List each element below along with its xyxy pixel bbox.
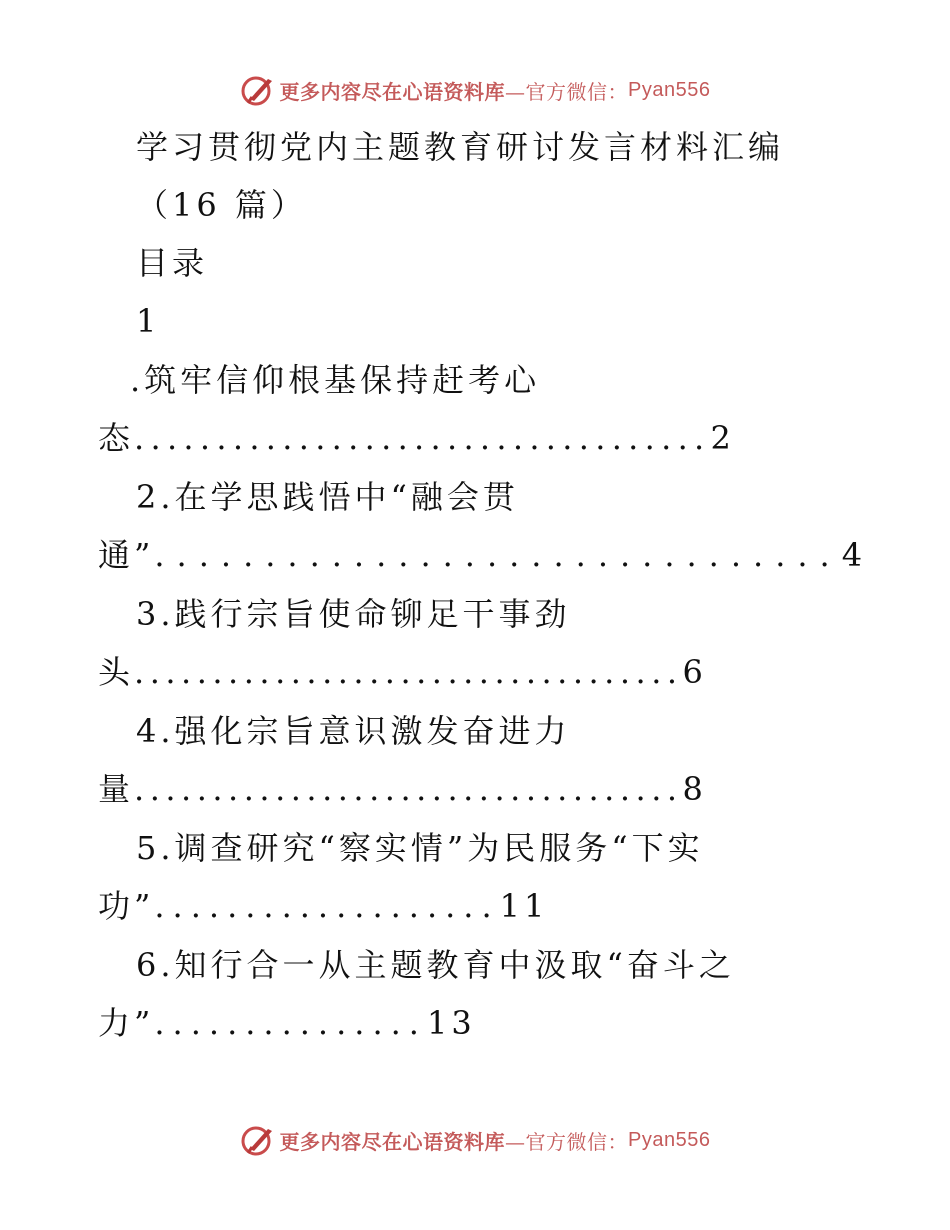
toc-item-3-leader[interactable] xyxy=(98,652,707,692)
header-banner xyxy=(0,70,950,110)
toc-item-5-page: 11 xyxy=(499,887,549,925)
banner-text-rest: —官方微信： xyxy=(505,1129,629,1154)
toc-item-5-title-end: 功” xyxy=(98,887,155,925)
toc-heading: 目录 xyxy=(136,244,209,282)
footer-banner xyxy=(0,1120,950,1160)
toc-item-6-title-end: 力” xyxy=(98,1004,155,1042)
toc-item-5-leader[interactable] xyxy=(98,886,548,926)
doc-title-line-2: （16 篇） xyxy=(136,186,307,224)
banner-wechat-id: Pyan556 xyxy=(628,1128,711,1151)
toc-item-6-title[interactable]: 6.知行合一从主题教育中汲取“奋斗之 xyxy=(136,946,735,984)
toc-item-4-title-end: 量 xyxy=(98,770,135,808)
toc-item-3-title[interactable]: 3.践行宗旨使命铆足干事劲 xyxy=(136,595,571,633)
toc-item-6-page: 13 xyxy=(426,1004,476,1042)
toc-item-2-leader[interactable] xyxy=(98,535,866,575)
banner-text-main: 更多内容尽在心语资料库 xyxy=(279,79,506,104)
banner-text-main: 更多内容尽在心语资料库 xyxy=(279,1129,506,1154)
toc-item-2-dots: ............................... xyxy=(154,536,842,574)
banner-text-rest: —官方微信： xyxy=(505,79,629,104)
banner-wechat-id: Pyan556 xyxy=(628,78,711,101)
toc-item-6-leader[interactable] xyxy=(98,1003,476,1043)
quill-logo-icon xyxy=(240,73,276,107)
toc-item-3-title-end: 头 xyxy=(98,653,135,691)
toc-number-first: 1 xyxy=(136,302,161,340)
toc-item-1-title-end: 态 xyxy=(98,419,135,457)
toc-item-3-dots: ................................... xyxy=(134,653,683,691)
toc-item-4-page: 8 xyxy=(682,770,707,808)
toc-item-1-page: 2 xyxy=(710,419,735,457)
toc-item-1-title[interactable]: .筑牢信仰根基保持赶考心 xyxy=(130,361,541,399)
toc-item-2-title-end: 通” xyxy=(98,536,155,574)
toc-item-2-page: 4 xyxy=(841,536,867,574)
toc-item-5-title[interactable]: 5.调查研究“察实情”为民服务“下实 xyxy=(136,829,704,867)
toc-item-6-dots: ............... xyxy=(154,1004,427,1042)
toc-item-4-leader[interactable] xyxy=(98,769,707,809)
toc-item-3-page: 6 xyxy=(682,653,707,691)
toc-item-4-title[interactable]: 4.强化宗旨意识激发奋进力 xyxy=(136,712,571,750)
toc-item-2-title[interactable]: 2.在学思践悟中“融会贯 xyxy=(136,478,519,516)
toc-item-5-dots: ................... xyxy=(154,887,500,925)
toc-item-1-dots: ................................... xyxy=(134,419,711,457)
doc-title-line-1: 学习贯彻党内主题教育研讨发言材料汇编 xyxy=(136,128,785,166)
toc-item-4-dots: ................................... xyxy=(134,770,683,808)
toc-item-1-leader[interactable] xyxy=(98,418,735,458)
quill-logo-icon xyxy=(240,1123,276,1157)
